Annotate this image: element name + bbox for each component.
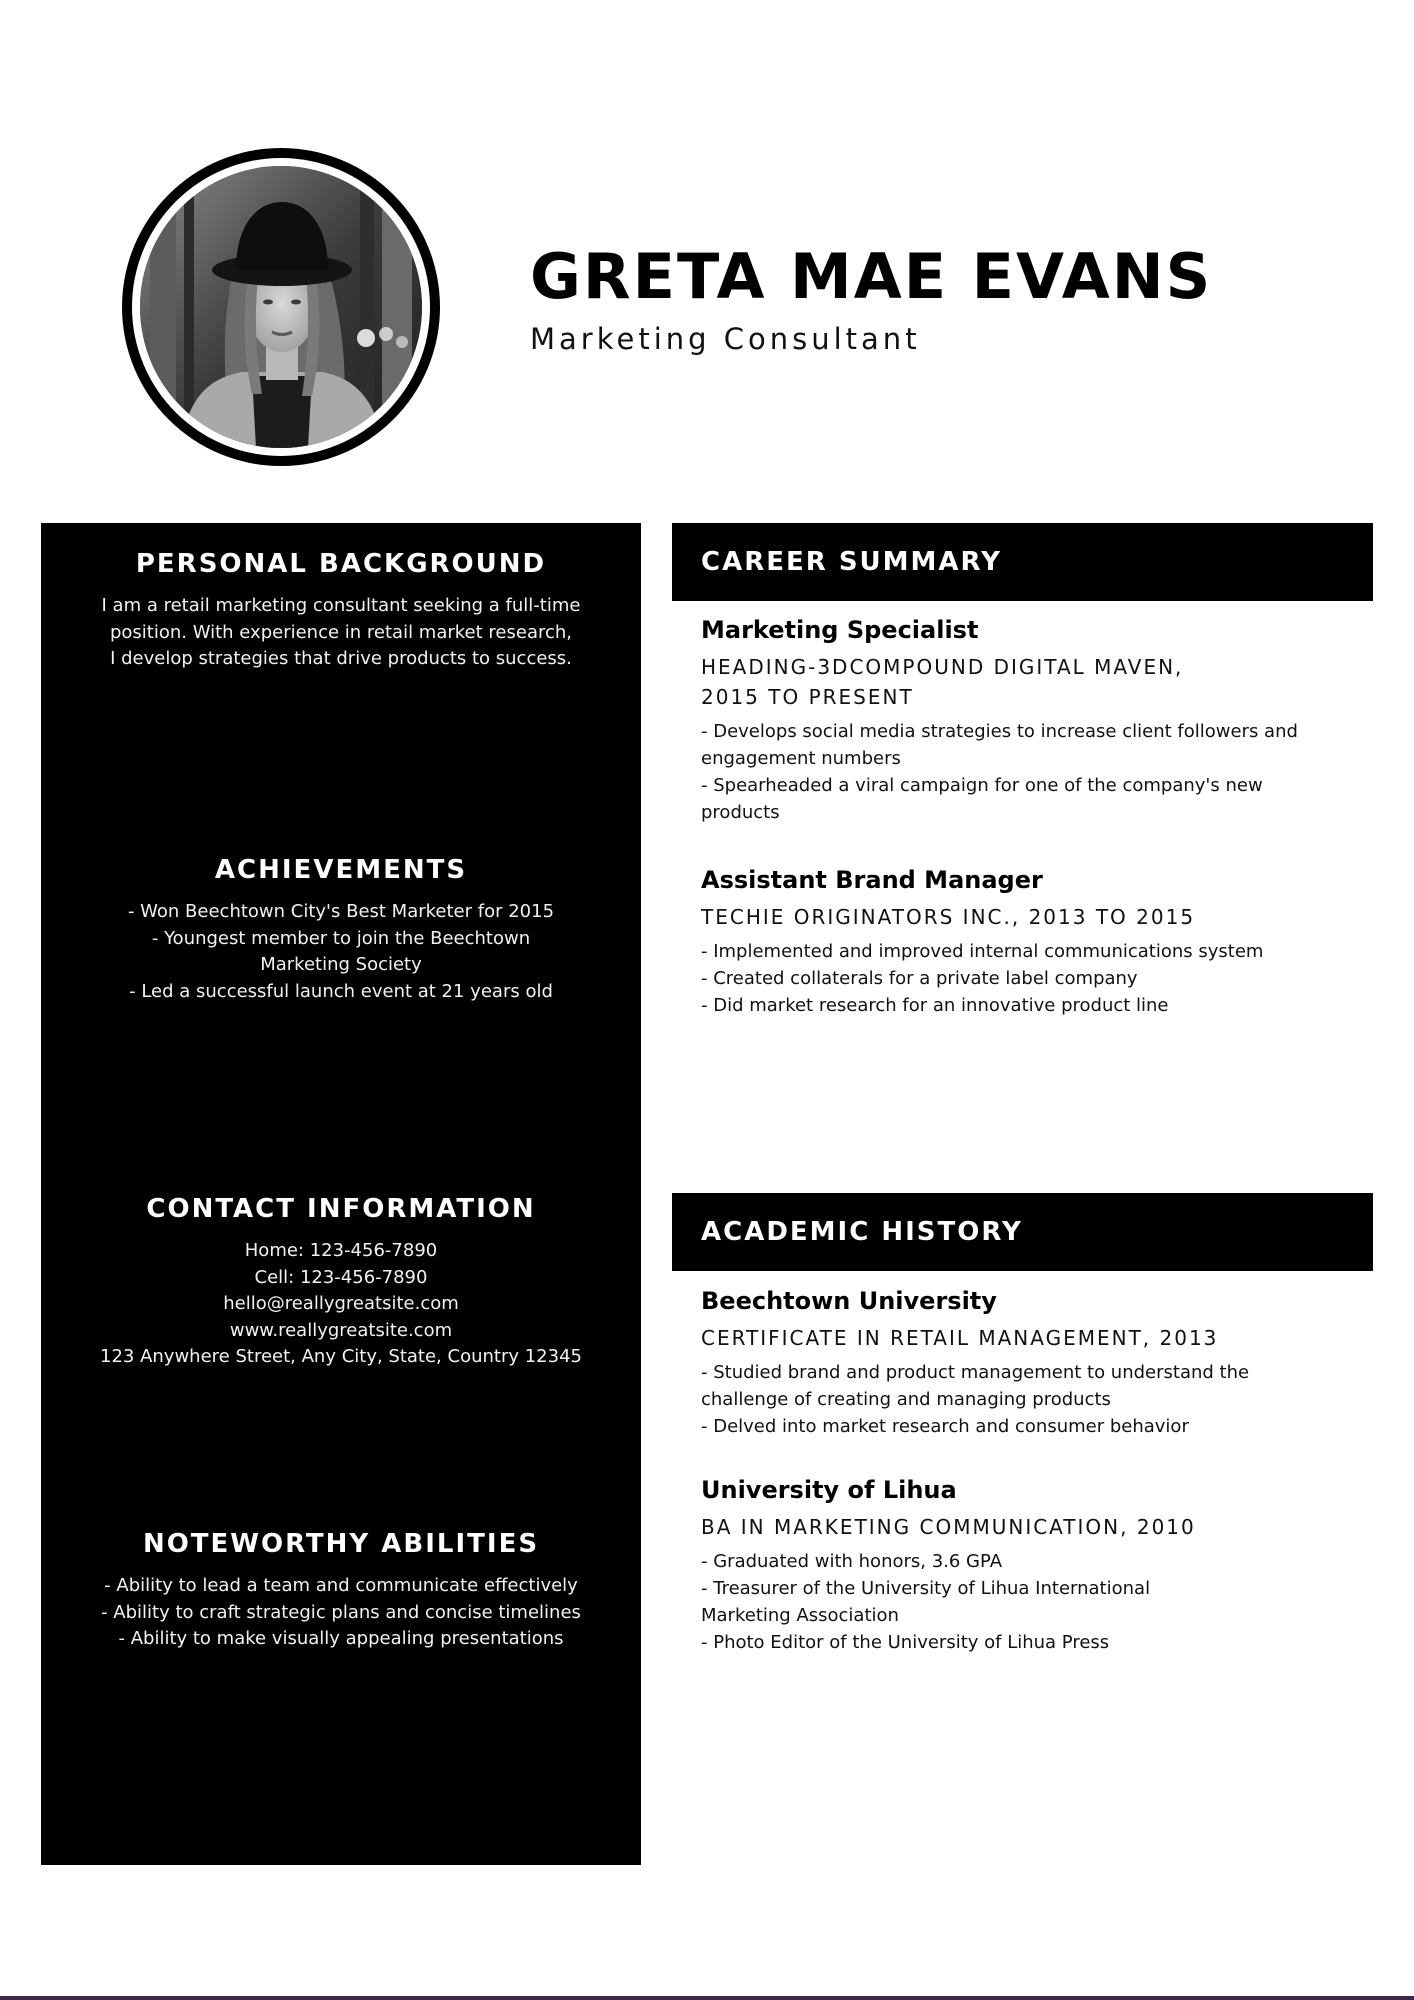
contact-heading: CONTACT INFORMATION [146,1194,536,1224]
personal-background-heading: PERSONAL BACKGROUND [135,549,547,579]
home-phone: Home: 123-456-7890 [244,1240,438,1261]
career-summary-bar [672,523,1373,601]
list-item: - Spearheaded a viral campaign for one of the company's new [701,775,1263,796]
achievements-heading: ACHIEVEMENTS [214,855,468,885]
list-item: - Ability to craft strategic plans and concise timelines [101,1601,581,1623]
personal-background-section [41,549,641,673]
text-line: BA IN MARKETING COMMUNICATION, 2010 [701,1515,1196,1539]
list-item: engagement numbers [701,748,901,769]
list-item: - Led a successful launch event at 21 years old [129,980,553,1002]
portrait-illustration [140,166,422,448]
list-item: - Develops social media strategies to increase client followers and [701,721,1298,742]
profile-photo [140,166,422,448]
academic-notes [701,1359,1361,1440]
academic-entry-beechtown [701,1287,1361,1440]
academic-entry-lihua [701,1476,1361,1656]
list-item: - Treasurer of the University of Lihua International [701,1578,1151,1599]
degree-year [701,1512,1361,1542]
list-item: - Ability to make visually appealing presentations [118,1628,564,1649]
list-item: Marketing Association [701,1605,899,1626]
academic-notes [701,1548,1361,1656]
left-sidebar [41,523,641,1865]
profile-photo-frame [122,148,440,466]
academic-history-heading: ACADEMIC HISTORY [701,1217,1023,1247]
career-entry-assistant-brand-manager [701,866,1361,1019]
career-summary-heading: CAREER SUMMARY [701,547,1002,577]
website-link[interactable]: www.reallygreatsite.com [229,1319,453,1341]
candidate-name: GRETA MAE EVANS [530,240,1213,313]
job-title: Assistant Brand Manager [701,866,1043,894]
street-address: 123 Anywhere Street, Any City, State, Country 12345 [100,1346,582,1367]
list-item: - Created collaterals for a private label company [701,968,1138,989]
list-item: Marketing Society [260,954,422,975]
cell-phone: Cell: 123-456-7890 [254,1266,428,1288]
contact-details [41,1238,641,1371]
abilities-heading: NOTEWORTHY ABILITIES [142,1529,540,1559]
achievements-section [41,855,641,1005]
text-line: position. With experience in retail market research, [109,621,573,643]
list-item: - Graduated with honors, 3.6 GPA [701,1551,1003,1572]
email-address[interactable]: hello@reallygreatsite.com [223,1293,459,1314]
text-line: I am a retail marketing consultant seeking a full-time [101,595,581,616]
page-bottom-border [0,1996,1414,2000]
list-item: - Implemented and improved internal communications system [701,941,1264,962]
list-item: - Delved into market research and consumer behavior [701,1416,1189,1437]
candidate-role: Marketing Consultant [530,322,921,356]
contact-section [41,1194,641,1371]
list-item: - Ability to lead a team and communicate effectively [104,1575,578,1596]
career-entry-marketing-specialist [701,616,1361,826]
job-duties [701,938,1361,1019]
job-duties [701,718,1361,826]
job-company-dates [701,902,1361,932]
text-line: CERTIFICATE IN RETAIL MANAGEMENT, 2013 [701,1326,1219,1350]
academic-history-bar [672,1193,1373,1271]
list-item: products [701,802,780,823]
text-line: I develop strategies that drive products to success. [110,648,572,669]
list-item: - Won Beechtown City's Best Marketer for 2015 [127,901,555,922]
school-name: Beechtown University [701,1287,997,1315]
degree-year [701,1323,1361,1353]
job-title: Marketing Specialist [701,616,979,644]
profile-photo-gap [132,158,430,456]
personal-background-text [41,593,641,673]
school-name: University of Lihua [701,1476,957,1504]
list-item: - Studied brand and product management to understand the [701,1362,1250,1383]
text-line: HEADING-3DCOMPOUND DIGITAL MAVEN, [701,655,1184,679]
abilities-list [41,1573,641,1653]
text-line: 2015 TO PRESENT [701,685,914,709]
job-company-dates [701,652,1361,712]
text-line: TECHIE ORIGINATORS INC., 2013 TO 2015 [701,905,1196,929]
list-item: - Photo Editor of the University of Lihua Press [701,1632,1110,1653]
abilities-section [41,1529,641,1653]
achievements-list [41,899,641,1005]
list-item: - Youngest member to join the Beechtown [151,927,531,949]
list-item: challenge of creating and managing products [701,1389,1111,1410]
list-item: - Did market research for an innovative product line [701,995,1169,1016]
